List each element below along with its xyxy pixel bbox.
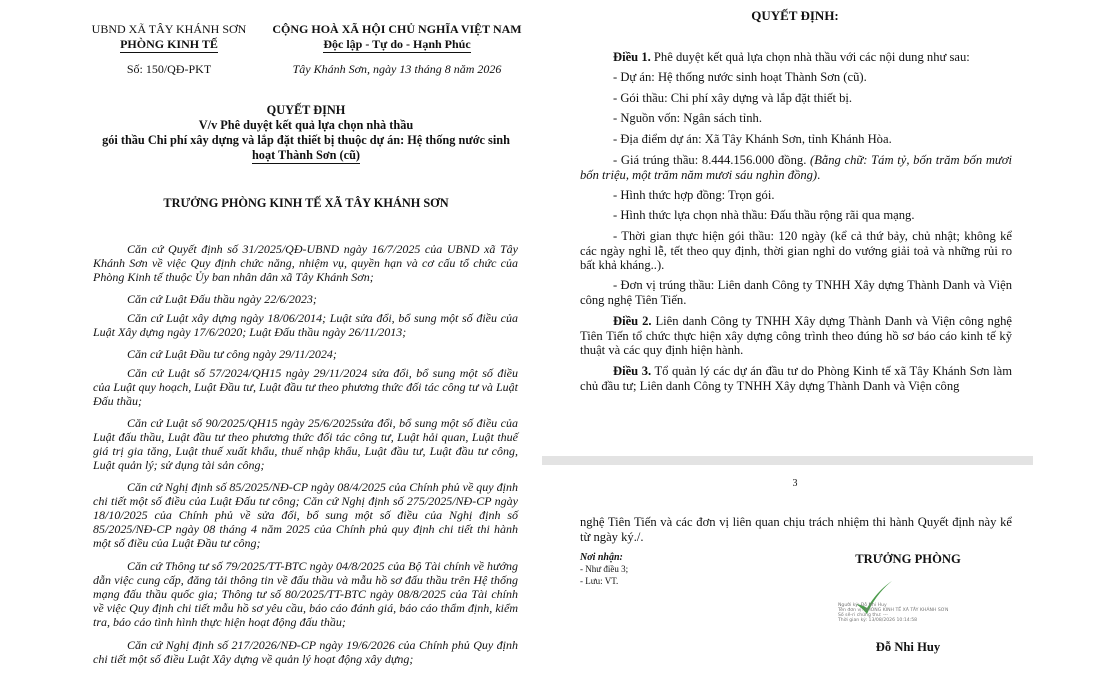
document-title bbox=[80, 103, 532, 163]
basis-9: Căn cứ Nghị định số 217/2026/NĐ-CP ngày 19/6/2026 của Chính phủ Quy định chi tiết một số điều Luật Xây dựng về quản lý hoạt động xây dựng; bbox=[93, 638, 518, 666]
item-duration: - Thời gian thực hiện gói thầu: 120 ngày (kể cả thứ bảy, chủ nhật; không kể các ngày nghỉ lễ, tết theo quy định, thời gian nghỉ do vướng giải toả và những rủi ro bất khả kháng..). bbox=[580, 229, 1012, 272]
basis-3: Căn cứ Luật xây dựng ngày 18/06/2014; Luật sửa đổi, bổ sung một số điều của Luật Xây dựng ngày 17/6/2020; Luật Đấu thầu ngày 26/11/2013; bbox=[93, 311, 518, 339]
digital-signature-info bbox=[838, 603, 948, 623]
nation-line1: CỘNG HOÀ XÃ HỘI CHỦ NGHĨA VIỆT NAM bbox=[272, 22, 522, 36]
recipient-item: - Như điều 3; bbox=[580, 564, 629, 574]
issuing-org bbox=[85, 22, 253, 52]
page-separator bbox=[542, 456, 1033, 465]
recipients bbox=[580, 552, 780, 587]
basis-1: Căn cứ Quyết định số 31/2025/QĐ-UBND ngày 16/7/2025 của UBND xã Tây Khánh Sơn về việc Quy định chức năng, nhiệm vụ, quyền hạn và cơ cấu tổ chức của Phòng Kinh tế thuộc Ủy ban nhân dân xã Tây Khánh Sơn; bbox=[93, 242, 518, 284]
signature-signer-line: Người ký: Đỗ Nhi Huy bbox=[838, 603, 887, 608]
decision-heading: QUYẾT ĐỊNH: bbox=[751, 8, 839, 23]
article-2-label: Điều 2. bbox=[613, 314, 652, 328]
org-line2: PHÒNG KINH TẾ bbox=[120, 37, 218, 51]
article-3 bbox=[580, 364, 1012, 393]
article-3-text: Tổ quản lý các dự án đầu tư do Phòng Kinh tế xã Tây Khánh Sơn làm chủ đầu tư; Liên danh Công ty TNHH Xây dựng Thành Danh và Viện công bbox=[580, 364, 1012, 393]
item-project: - Dự án: Hệ thống nước sinh hoạt Thành Sơn (cũ). bbox=[613, 70, 867, 84]
article-1 bbox=[580, 50, 1012, 65]
page-number: 3 bbox=[792, 478, 798, 489]
item-package: - Gói thầu: Chi phí xây dựng và lắp đặt thiết bị. bbox=[613, 91, 853, 105]
article-2-text: Liên danh Công ty TNHH Xây dựng Thành Danh và Viện công nghệ Tiên Tiến tổ chức thực hiện xây dựng công trình theo đúng hồ sơ báo cáo kinh tế kỹ thuật và các quy định hiện hành. bbox=[580, 314, 1013, 357]
signature-time-line: Thời gian ký: 13/08/2026 10:14:58 bbox=[838, 618, 918, 623]
title-sub2: gói thầu Chi phí xây dựng và lắp đặt thiết bị thuộc dự án: Hệ thống nước sinh bbox=[102, 133, 510, 147]
article-1-text: Phê duyệt kết quả lựa chọn nhà thầu với các nội dung như sau: bbox=[650, 50, 970, 64]
article-1-label: Điều 1. bbox=[613, 50, 651, 64]
recipients-label: Nơi nhận: bbox=[580, 552, 623, 563]
item-winner: - Đơn vị trúng thầu: Liên danh Công ty TNHH Xây dựng Thành Danh và Viện công nghệ Tiên Tiến. bbox=[580, 278, 1012, 307]
article-3-continued: nghệ Tiên Tiến và các đơn vị liên quan chịu trách nhiệm thi hành Quyết định này kể từ ngày ký./. bbox=[580, 515, 1012, 544]
article-3-label: Điều 3. bbox=[613, 364, 652, 378]
authority-heading: TRƯỞNG PHÒNG KINH TẾ XÃ TÂY KHÁNH SƠN bbox=[163, 196, 449, 210]
basis-8: Căn cứ Thông tư số 79/2025/TT-BTC ngày 04/8/2025 của Bộ Tài chính về hướng dẫn việc cung cấp, đăng tải thông tin về đấu thầu và mẫu hồ sơ đấu thầu trên Hệ thống mạng đấu thầu quốc gia; Thông tư số 80/2025/TT-BTC ngày 08/8/2025 của Tài chính về việc Quy định chi tiết mẫu hồ sơ yêu cầu, báo cáo đánh giá, báo cáo thẩm định, kiểm tra, báo cáo tình hình thực hiện hoạt động đấu thầu; bbox=[93, 559, 518, 629]
basis-4: Căn cứ Luật Đầu tư công ngày 29/11/2024; bbox=[127, 347, 337, 361]
article-2 bbox=[580, 314, 1012, 358]
org-line1: UBND XÃ TÂY KHÁNH SƠN bbox=[91, 22, 247, 36]
basis-6: Căn cứ Luật số 90/2025/QH15 ngày 25/6/2025sửa đổi, bổ sung một số điều của Luật đấu thầu, Luật đầu tư theo phương thức đối tác công tư, Luật hải quan, Luật thuế giá trị gia tăng, Luật thuế xuất khẩu, thuế nhập khẩu, Luật đầu tư, Luật đầu tư công, Luật quản lý; sử dụng tài sản công; bbox=[93, 416, 518, 472]
signer-name: Đỗ Nhi Huy bbox=[875, 640, 941, 654]
national-motto bbox=[262, 22, 532, 52]
price-value: - Giá trúng thầu: 8.444.156.000 đồng. bbox=[613, 153, 811, 167]
item-contract-type: - Hình thức hợp đồng: Trọn gói. bbox=[613, 188, 775, 202]
price-in-words: (Bằng chữ: Tám tỷ, bốn trăm bốn mươi bốn triệu, một trăm năm mươi sáu nghìn đồng) bbox=[580, 153, 1012, 182]
item-selection-method: - Hình thức lựa chọn nhà thầu: Đấu thầu rộng rãi qua mạng. bbox=[613, 208, 915, 222]
signature-unit-line: Tên đơn vị: PHÒNG KINH TẾ XÃ TÂY KHÁNH SƠN bbox=[838, 608, 949, 613]
signature-serial-line: Số sê-ri chứng thư: --- bbox=[838, 613, 888, 618]
signature-title: TRƯỞNG PHÒNG bbox=[855, 552, 961, 566]
recipient-item: - Lưu: VT. bbox=[580, 576, 619, 586]
title-main: QUYẾT ĐỊNH bbox=[266, 103, 346, 117]
title-sub3: hoạt Thành Sơn (cũ) bbox=[251, 148, 361, 162]
basis-7: Căn cứ Nghị định số 85/2025/NĐ-CP ngày 08/4/2025 của Chính phủ về quy định chi tiết một số điều của Luật Đấu tư công; Căn cứ Nghị định số 275/2025/NĐ-CP ngày 18/10/2025 của Chính phủ về sửa đổi, bổ sung một số điều của Nghị định số 85/2025/NĐ-CP ngày 08 tháng 4 năm 2025 của Chính phủ quy định chi tiết thi hành một số điều của Luật Đầu tư công; bbox=[93, 480, 518, 550]
item-location: - Địa điểm dự án: Xã Tây Khánh Sơn, tỉnh Khánh Hòa. bbox=[613, 132, 892, 146]
title-sub1: V/v Phê duyệt kết quả lựa chọn nhà thầu bbox=[198, 118, 414, 132]
basis-2: Căn cứ Luật Đấu thầu ngày 22/6/2023; bbox=[127, 292, 317, 306]
item-funding: - Nguồn vốn: Ngân sách tỉnh. bbox=[613, 111, 763, 125]
place-date: Tây Khánh Sơn, ngày 13 tháng 8 năm 2026 bbox=[292, 62, 502, 76]
document-number: Số: 150/QĐ-PKT bbox=[126, 62, 212, 76]
item-price: - Giá trúng thầu: 8.444.156.000 đồng. (Bằng chữ: Tám tỷ, bốn trăm bốn mươi bốn triệu, một trăm năm mươi sáu nghìn đồng). bbox=[580, 153, 1012, 182]
left-page bbox=[0, 0, 540, 676]
nation-line2: Độc lập - Tự do - Hạnh Phúc bbox=[323, 37, 471, 51]
basis-5: Căn cứ Luật số 57/2024/QH15 ngày 29/11/2024 sửa đổi, bổ sung một số điều của Luật quy hoạch, Luật Đầu tư, Luật đầu tư theo phương thức đối tác công tư và Luật Đấu thầu; bbox=[93, 366, 518, 408]
